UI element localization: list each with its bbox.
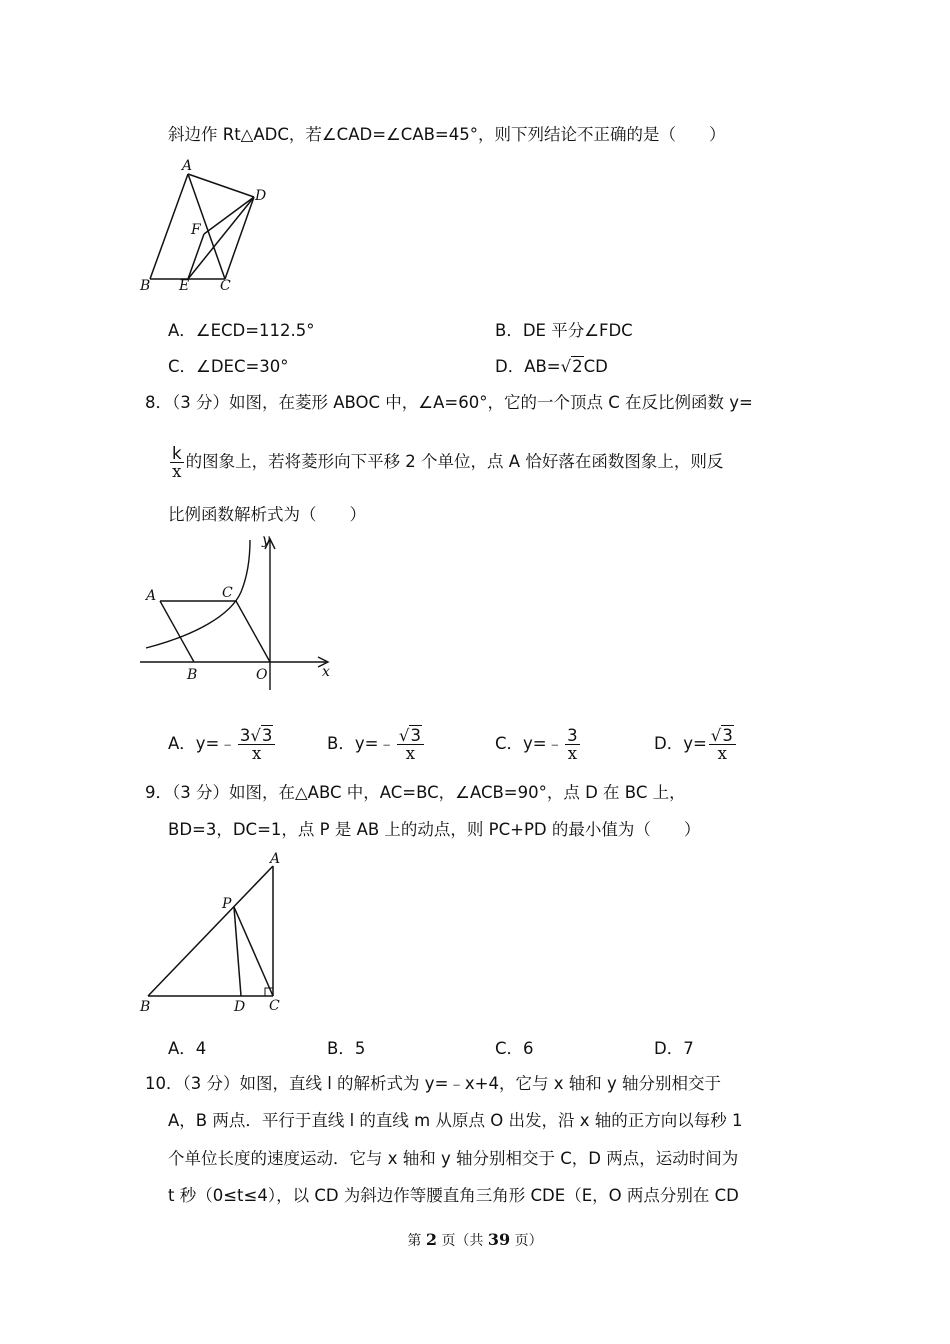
q9-label-a: A	[270, 851, 281, 867]
q9-option-d: D．7	[654, 1039, 694, 1058]
footer-page-number: 2	[425, 1230, 437, 1249]
q7-option-c: C．∠DEC=30°	[168, 357, 289, 376]
q8-option-b-frac	[397, 727, 424, 762]
q8-option-d-numerator: √3	[709, 727, 736, 745]
q8-line2	[168, 442, 723, 482]
q8-line1: 8．（3 分）如图，在菱形 ABOC 中，∠A=60°，它的一个顶点 C 在反比例函数 y=	[145, 393, 753, 412]
q8-frac-num: k	[172, 444, 182, 463]
q8-option-d-den: x	[717, 744, 727, 763]
q8-option-c-den: x	[567, 744, 578, 763]
q8-line3: 比例函数解析式为（ ）	[168, 505, 366, 524]
q7-option-d-root: 2	[572, 357, 583, 376]
q7-option-b: B．DE 平分∠FDC	[495, 321, 633, 340]
q9-line2: BD=3，DC=1，点 P 是 AB 上的动点，则 PC+PD 的最小值为（ ）	[168, 820, 701, 839]
q7-label-b: B	[140, 278, 151, 294]
q8-option-c-prefix: C．y=﹣	[495, 734, 564, 753]
q7-option-a: A．∠ECD=112.5°	[168, 321, 315, 340]
q9-line-ab	[148, 866, 273, 996]
q9-label-b: B	[140, 999, 151, 1015]
q8-option-a-numerator: 3√3	[238, 727, 276, 745]
q8-line-ab	[160, 601, 194, 662]
footer-mid: 页（共	[441, 1233, 484, 1249]
q8-option-a	[168, 722, 277, 766]
footer-post: 页）	[514, 1233, 543, 1249]
q7-line-fe	[188, 234, 204, 279]
footer-pre: 第	[407, 1233, 422, 1249]
q8-fraction	[170, 445, 184, 480]
q7-option-d: D．AB=√2CD	[495, 357, 608, 376]
q8-option-b-den: x	[405, 744, 416, 763]
q8-label-b: B	[187, 667, 198, 683]
q7-label-e: E	[179, 278, 190, 294]
q8-option-b	[327, 722, 426, 766]
q10-line4: t 秒（0≤t≤4），以 CD 为斜边作等腰直角三角形 CDE（E，O 两点分别在 CD	[168, 1186, 739, 1205]
q7-label-c: C	[220, 278, 231, 294]
q7-line-cd	[225, 197, 254, 279]
q9-label-c: C	[269, 998, 280, 1014]
q8-option-d	[654, 722, 738, 766]
q9-label-d: D	[234, 999, 246, 1015]
q8-option-d-frac	[709, 727, 736, 762]
q7-figure	[136, 156, 276, 296]
q8-option-c-frac	[565, 727, 580, 762]
q7-label-d: D	[255, 188, 267, 204]
q8-label-a: A	[146, 588, 157, 604]
q9-option-a: A．4	[168, 1039, 207, 1058]
q8-frac-den: x	[172, 462, 182, 481]
q10-line2: A，B 两点．平行于直线 l 的直线 m 从原点 O 出发，沿 x 轴的正方向以每秒 1	[168, 1111, 743, 1130]
q7-option-d-suffix: CD	[583, 357, 608, 376]
q8-label-c: C	[222, 585, 233, 601]
q7-option-d-prefix: D．AB=	[495, 357, 561, 376]
footer-total-pages: 39	[487, 1230, 511, 1249]
q9-label-p: P	[222, 896, 232, 912]
q8-option-c	[495, 722, 582, 766]
q7-label-f: F	[191, 222, 201, 238]
q8-line2-text: 的图象上，若将菱形向下平移 2 个单位，点 A 恰好落在函数图象上，则反	[185, 452, 724, 471]
q10-line1: 10．（3 分）如图，直线 l 的解析式为 y=﹣x+4，它与 x 轴和 y 轴分别相交于	[145, 1074, 721, 1093]
q8-option-b-numerator: √3	[397, 727, 424, 745]
q8-label-y: y	[262, 532, 270, 548]
q8-figure	[136, 530, 336, 690]
q9-figure	[136, 848, 296, 1018]
q9-option-b: B．5	[327, 1039, 366, 1058]
q8-option-a-root: 3	[261, 726, 273, 745]
q8-line-co	[236, 601, 270, 662]
q8-hyperbola	[146, 540, 250, 648]
q9-line1: 9．（3 分）如图，在△ABC 中，AC=BC，∠ACB=90°，点 D 在 BC 上，	[145, 783, 686, 802]
q8-option-d-root: 3	[722, 726, 733, 745]
q8-option-a-frac	[238, 727, 276, 762]
q7-label-a: A	[182, 158, 193, 174]
q7-line-ab	[150, 174, 188, 279]
q10-line3: 个单位长度的速度运动．它与 x 轴和 y 轴分别相交于 C，D 两点，运动时间为	[168, 1149, 739, 1168]
q8-option-c-num: 3	[567, 726, 578, 745]
q8-option-b-prefix: B．y=﹣	[327, 734, 395, 753]
q9-option-c: C．6	[495, 1039, 534, 1058]
q8-option-b-root: 3	[410, 726, 421, 745]
q8-label-x: x	[322, 664, 330, 680]
q8-label-o: O	[256, 667, 268, 683]
q8-option-a-den: x	[251, 744, 262, 763]
page-footer	[0, 1230, 950, 1250]
q8-option-a-prefix: A．y=﹣	[168, 734, 236, 753]
q7-stem: 斜边作 Rt△ADC，若∠CAD=∠CAB=45°，则下列结论不正确的是（ ）	[168, 125, 726, 144]
q7-line-ad	[188, 174, 254, 197]
q8-option-a-coef: 3	[239, 726, 251, 745]
q8-option-d-prefix: D．y=	[654, 734, 707, 753]
